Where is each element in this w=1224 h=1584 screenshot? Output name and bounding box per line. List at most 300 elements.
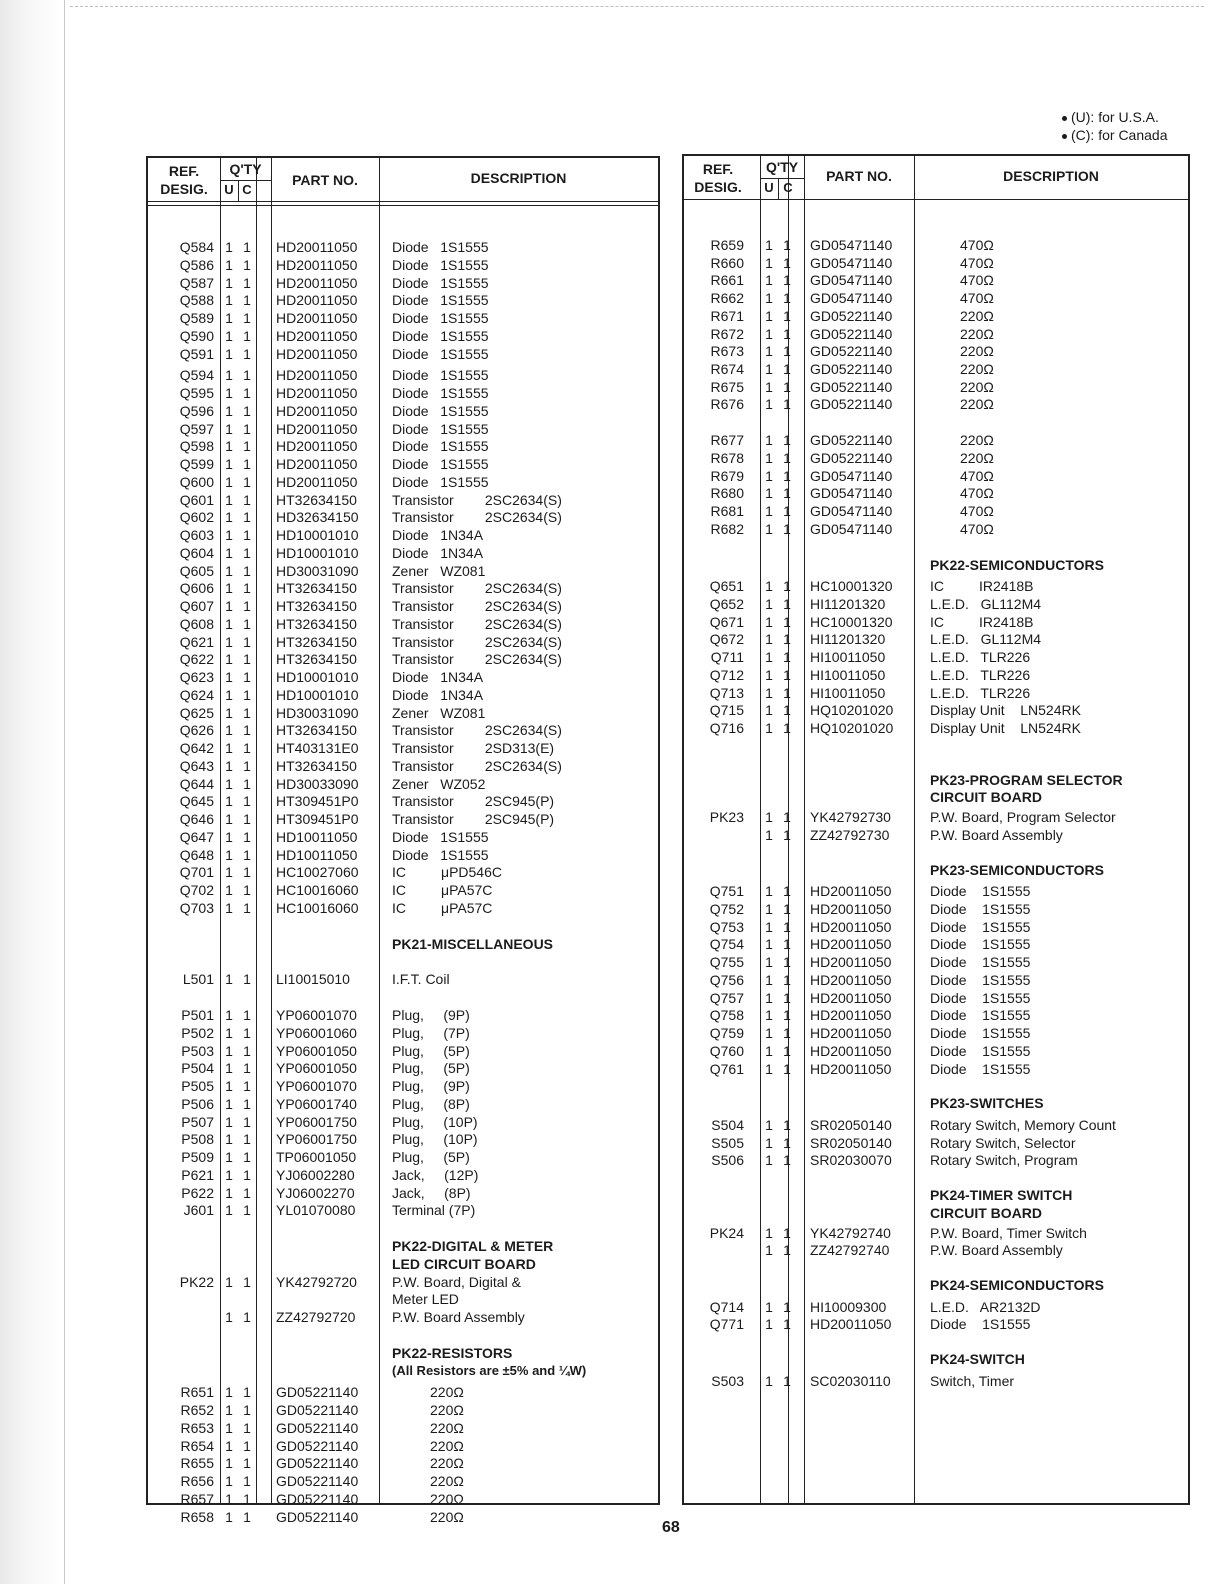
part-no: GD05221140 [810,396,893,413]
qty-u: 1 [225,1384,233,1401]
table-row [684,502,1188,520]
qty-c: 1 [243,1508,251,1525]
qty-u: 1 [765,520,773,537]
table-row [684,935,1188,953]
qty-u: 1 [225,544,233,561]
description: 220Ω [960,343,994,360]
table-row [148,792,658,810]
table-row [148,562,658,580]
table-row [148,579,658,597]
qty-u: 1 [225,740,233,756]
part-no: HC10027060 [276,864,359,881]
ref-desig: Q648 [179,846,214,863]
qty-c: 1 [783,613,791,630]
qty-c: 1 [243,864,251,881]
part-no: HT32634150 [276,580,357,597]
section-heading-text: CIRCUIT BOARD [930,789,1042,806]
qty-u: 1 [225,686,233,703]
qty-u: 1 [225,1042,233,1059]
part-no: HI11201320 [810,631,886,648]
qty-c: 1 [243,473,251,490]
table-row [684,395,1188,413]
qty-u: 1 [225,1419,233,1436]
qty-u: 1 [225,1490,233,1507]
qty-u: 1 [225,1149,233,1165]
part-no: HD20011050 [810,1042,892,1059]
qty-u: 1 [225,402,233,419]
table-row [148,810,658,828]
description: Diode 1S1555 [930,936,1031,953]
qty-u: 1 [765,325,773,342]
qty-u: 1 [765,1298,773,1315]
description: P.W. Board, Timer Switch [930,1224,1087,1241]
ref-desig: Q625 [179,704,214,721]
qty-c: 1 [243,491,251,508]
table-row [684,918,1188,936]
header-u: U [224,182,234,197]
description: 220Ω [430,1384,464,1401]
ref-desig: Q712 [709,666,744,683]
qty-u: 1 [225,1473,233,1489]
table-row [148,1077,658,1095]
description: Plug, (9P) [392,1078,470,1094]
section-heading-text: PK22-SEMICONDUCTORS [930,556,1104,573]
description: P.W. Board, Digital & [392,1273,521,1290]
description: Transistor 2SC2634(S) [392,651,562,668]
table-row [148,1148,658,1166]
table-row [684,1134,1188,1152]
part-no: GD05221140 [810,343,893,360]
ref-desig: Q756 [709,971,744,988]
part-no: ZZ42792720 [276,1309,356,1325]
description: Transistor 2SC2634(S) [392,491,562,508]
table-row [148,1166,658,1184]
ref-desig: R662 [710,290,744,307]
part-no: YP06001060 [276,1024,357,1041]
ref-desig: Q606 [179,580,214,597]
part-no: HT309451P0 [276,811,359,827]
qty-c: 1 [243,899,251,916]
description: IC μPA57C [392,899,493,916]
ref-desig: R652 [180,1402,214,1418]
ref-desig: Q672 [709,631,744,648]
part-no: GD05221140 [810,361,893,378]
table-row [148,1290,658,1308]
header-part-no: PART NO. [292,172,358,188]
table-row [148,1273,658,1291]
part-no: HD30031090 [276,704,359,721]
table-row [148,615,658,633]
qty-u: 1 [765,272,773,289]
table-row [684,882,1188,900]
table-row [148,1383,658,1401]
qty-c: 1 [243,828,251,845]
description: Diode 1N34A [392,669,484,685]
part-no: GD05221140 [276,1490,359,1507]
part-no: HD20011050 [810,901,892,918]
qty-u: 1 [225,757,233,774]
description: Diode 1S1555 [392,456,489,472]
header-c: C [242,182,252,197]
description: Plug, (5P) [392,1060,470,1077]
table-row [684,595,1188,613]
qty-u: 1 [225,256,233,273]
qty-u: 1 [225,899,233,916]
ref-desig: R653 [180,1419,214,1436]
ref-desig: Q713 [709,684,744,701]
description: 470Ω [960,485,994,502]
description: Diode 1S1555 [392,473,489,490]
header-rule [148,205,658,206]
qty-u: 1 [765,1242,773,1259]
table-row [684,271,1188,289]
qty-c: 1 [783,1060,791,1077]
part-no: HD20011050 [276,345,358,362]
qty-u: 1 [765,826,773,843]
description: Diode 1S1555 [392,239,489,255]
part-no: GD05471140 [810,237,893,253]
qty-u: 1 [765,883,773,900]
description: Display Unit LN524RK [930,720,1081,736]
description: L.E.D. TLR226 [930,649,1031,666]
qty-c: 1 [243,971,251,988]
ref-desig: Q587 [179,274,214,291]
qty-u: 1 [225,1508,233,1525]
table-row [684,1006,1188,1024]
qty-c: 1 [243,757,251,774]
table-row [684,236,1188,254]
ref-desig: Q602 [179,509,214,526]
qty-c: 1 [783,432,791,449]
qty-c: 1 [243,1060,251,1077]
part-no: HD20011050 [810,918,892,935]
ref-desig: R677 [710,432,744,449]
table-row [148,526,658,544]
part-no: GD05221140 [810,325,893,342]
description: Transistor 2SC945(P) [392,811,555,827]
qty-u: 1 [765,971,773,988]
table-row [148,863,658,881]
ref-desig: Q590 [179,327,214,344]
qty-u: 1 [225,775,233,792]
table-row [684,1116,1188,1134]
ref-desig: P508 [181,1131,214,1148]
qty-u: 1 [225,1131,233,1148]
part-no: YJ06002270 [276,1184,355,1201]
table-row [148,1042,658,1060]
qty-u: 1 [225,456,233,472]
qty-c: 1 [243,509,251,526]
part-no: HT32634150 [276,598,357,614]
table-row [684,520,1188,538]
table-row [148,1095,658,1113]
qty-c: 1 [783,503,791,520]
ref-desig: Q671 [709,613,744,630]
description: 220Ω [960,378,994,395]
qty-c: 1 [783,1298,791,1315]
ref-desig: Q652 [709,595,744,612]
description: Diode 1S1555 [930,918,1031,935]
table-row [148,757,658,775]
description: IC IR2418B [930,613,1034,630]
qty-c: 1 [243,633,251,650]
ref-desig: Q601 [179,491,214,508]
ref-desig: P622 [181,1184,214,1201]
legend-canada [1062,126,1167,144]
section-heading-text: PK22-RESISTORS [392,1344,513,1361]
ref-desig: Q751 [709,883,744,900]
ref-desig: Q758 [709,1007,744,1024]
table-row [684,484,1188,502]
table-row [148,491,658,509]
description: Diode 1S1555 [392,846,489,863]
table-row [148,544,658,562]
description: Rotary Switch, Program [930,1152,1078,1169]
description: Diode 1S1555 [930,1025,1031,1042]
part-no: GD05471140 [810,467,893,484]
description: Diode 1S1555 [392,402,489,419]
qty-u: 1 [225,882,233,898]
description: Transistor 2SC2634(S) [392,757,562,774]
ref-desig: R681 [710,503,744,520]
qty-u: 1 [765,649,773,666]
qty-u: 1 [765,467,773,484]
qty-c: 1 [783,720,791,736]
qty-u: 1 [225,580,233,597]
description: Rotary Switch, Memory Count [930,1116,1116,1133]
section-heading-text: PK23-PROGRAM SELECTOR [930,771,1123,788]
qty-u: 1 [225,491,233,508]
header-description: DESCRIPTION [1003,168,1099,184]
qty-c: 1 [243,1113,251,1130]
part-no: HI11201320 [810,595,886,612]
qty-u: 1 [225,1060,233,1077]
ref-desig: S503 [711,1372,744,1389]
qty-c: 1 [243,310,251,326]
table-row [684,719,1188,737]
description: Diode 1N34A [392,686,484,703]
description: L.E.D. TLR226 [930,666,1031,683]
ref-desig: Q714 [709,1298,744,1315]
ref-desig: R674 [710,361,744,378]
part-no: HD20011050 [810,1060,892,1077]
qty-c: 1 [783,467,791,484]
table-row [148,384,658,402]
qty-u: 1 [225,1402,233,1418]
qty-u: 1 [765,613,773,630]
description: 470Ω [960,254,994,271]
part-no: HD10011050 [276,828,358,845]
ref-desig: Q600 [179,473,214,490]
table-row [148,846,658,864]
qty-c: 1 [243,562,251,579]
qty-c: 1 [243,1024,251,1041]
qty-u: 1 [765,1152,773,1169]
description: 220Ω [960,449,994,466]
table-row [148,1437,658,1455]
section-heading-text: PK23-SWITCHES [930,1095,1044,1112]
part-no: HQ10201020 [810,720,894,736]
table-row [148,327,658,345]
part-no: YK42792740 [810,1224,891,1241]
part-no: HD10001010 [276,669,359,685]
qty-u: 1 [225,669,233,685]
part-no: YP06001070 [276,1078,357,1094]
description: Diode 1S1555 [930,1007,1031,1024]
qty-u: 1 [225,846,233,863]
description: P.W. Board Assembly [392,1309,525,1325]
description: Diode 1S1555 [930,954,1031,971]
description: L.E.D. GL112M4 [930,595,1042,612]
ref-desig: P504 [181,1060,214,1077]
qty-c: 1 [783,307,791,324]
qty-c: 1 [783,1316,791,1333]
table-row [684,684,1188,702]
ref-desig: P501 [181,1007,214,1023]
qty-c: 1 [243,669,251,685]
table-row [684,1315,1188,1333]
ref-desig: Q584 [179,239,214,255]
part-no: YL01070080 [276,1202,356,1219]
description: I.F.T. Coil [392,971,450,988]
ref-desig: Q642 [179,740,214,756]
part-no: HT32634150 [276,615,357,632]
qty-c: 1 [243,1455,251,1472]
table-row [684,900,1188,918]
ref-desig: R659 [710,237,744,253]
qty-c: 1 [243,740,251,756]
description: P.W. Board Assembly [930,826,1063,843]
table-row [148,1024,658,1042]
ref-desig: S504 [711,1116,744,1133]
part-no: YP06001050 [276,1042,357,1059]
table-row [148,1006,658,1024]
binding-rule [64,0,65,1584]
qty-c: 1 [243,1473,251,1489]
table-row [148,650,658,668]
qty-u: 1 [225,473,233,490]
qty-c: 1 [243,704,251,721]
qty-c: 1 [783,901,791,918]
qty-u: 1 [765,918,773,935]
qty-u: 1 [225,509,233,526]
section-heading-text: PK21-MISCELLANEOUS [392,935,554,952]
qty-u: 1 [765,449,773,466]
qty-c: 1 [243,615,251,632]
table-row [148,256,658,274]
ref-desig: PK23 [709,809,744,826]
table-row [684,360,1188,378]
qty-c: 1 [243,775,251,792]
qty-c: 1 [243,1437,251,1454]
part-no: SR02050140 [810,1134,892,1151]
ref-desig: P507 [181,1113,214,1130]
table-row [684,325,1188,343]
part-no: HT403131E0 [276,740,359,756]
part-no: GD05221140 [276,1508,359,1525]
qty-u: 1 [765,901,773,918]
description: Plug, (5P) [392,1042,470,1059]
ref-desig: R673 [710,343,744,360]
part-no: GD05221140 [810,378,893,395]
header-u: U [764,180,774,195]
qty-u: 1 [225,327,233,344]
part-no: YK42792730 [810,809,891,826]
ref-desig: S506 [711,1152,744,1169]
qty-u: 1 [225,310,233,326]
part-no: LI10015010 [276,971,350,988]
part-no: GD05221140 [276,1455,359,1472]
part-no: HD20011050 [810,954,892,971]
table-row [148,1490,658,1508]
table-row [148,1508,658,1526]
qty-c: 1 [243,686,251,703]
table-row [148,1472,658,1490]
ref-desig: Q703 [179,899,214,916]
description: P.W. Board Assembly [930,1242,1063,1259]
qty-c: 1 [783,954,791,971]
description: 470Ω [960,467,994,484]
qty-c: 1 [783,325,791,342]
ref-desig: Q599 [179,456,214,472]
section-heading-text: PK24-SEMICONDUCTORS [930,1277,1104,1293]
qty-u: 1 [765,254,773,271]
table-row [684,289,1188,307]
ref-desig: Q623 [179,669,214,685]
table-row [684,701,1188,719]
ref-desig: Q646 [179,811,214,827]
qty-c: 1 [783,396,791,413]
table-row [148,437,658,455]
header-part-no: PART NO. [826,168,892,184]
part-no: HD20011050 [810,971,892,988]
qty-u: 1 [765,432,773,449]
ref-desig: Q757 [709,989,744,1006]
table-row [684,254,1188,272]
header-ref-desig: REF. DESIG. [694,161,742,195]
qty-u: 1 [765,307,773,324]
ref-desig: R660 [710,254,744,271]
table-row [684,1151,1188,1169]
ref-desig: P506 [181,1095,214,1112]
table-row [684,449,1188,467]
ref-desig: Q651 [709,578,744,595]
part-no: HI10009300 [810,1298,887,1315]
qty-c: 1 [783,1224,791,1241]
ref-desig: P509 [181,1149,214,1165]
table-row [684,971,1188,989]
legend-usa [1062,108,1167,126]
qty-c: 1 [243,345,251,362]
qty-c: 1 [243,292,251,309]
part-no: HD20011050 [276,310,358,326]
qty-c: 1 [783,361,791,378]
qty-u: 1 [765,1316,773,1333]
qty-u: 1 [225,971,233,988]
ref-desig: P503 [181,1042,214,1059]
part-no: HD20011050 [276,239,358,255]
description: Jack, (12P) [392,1166,479,1183]
part-no: ZZ42792730 [810,826,890,843]
ref-desig: R675 [710,378,744,395]
description: Diode 1S1555 [392,438,489,455]
qty-u: 1 [225,1309,233,1325]
part-no: GD05221140 [810,307,893,324]
qty-u: 1 [225,438,233,455]
ref-desig: Q595 [179,385,214,401]
part-no: HD30031090 [276,562,359,579]
part-no: HC10016060 [276,899,359,916]
